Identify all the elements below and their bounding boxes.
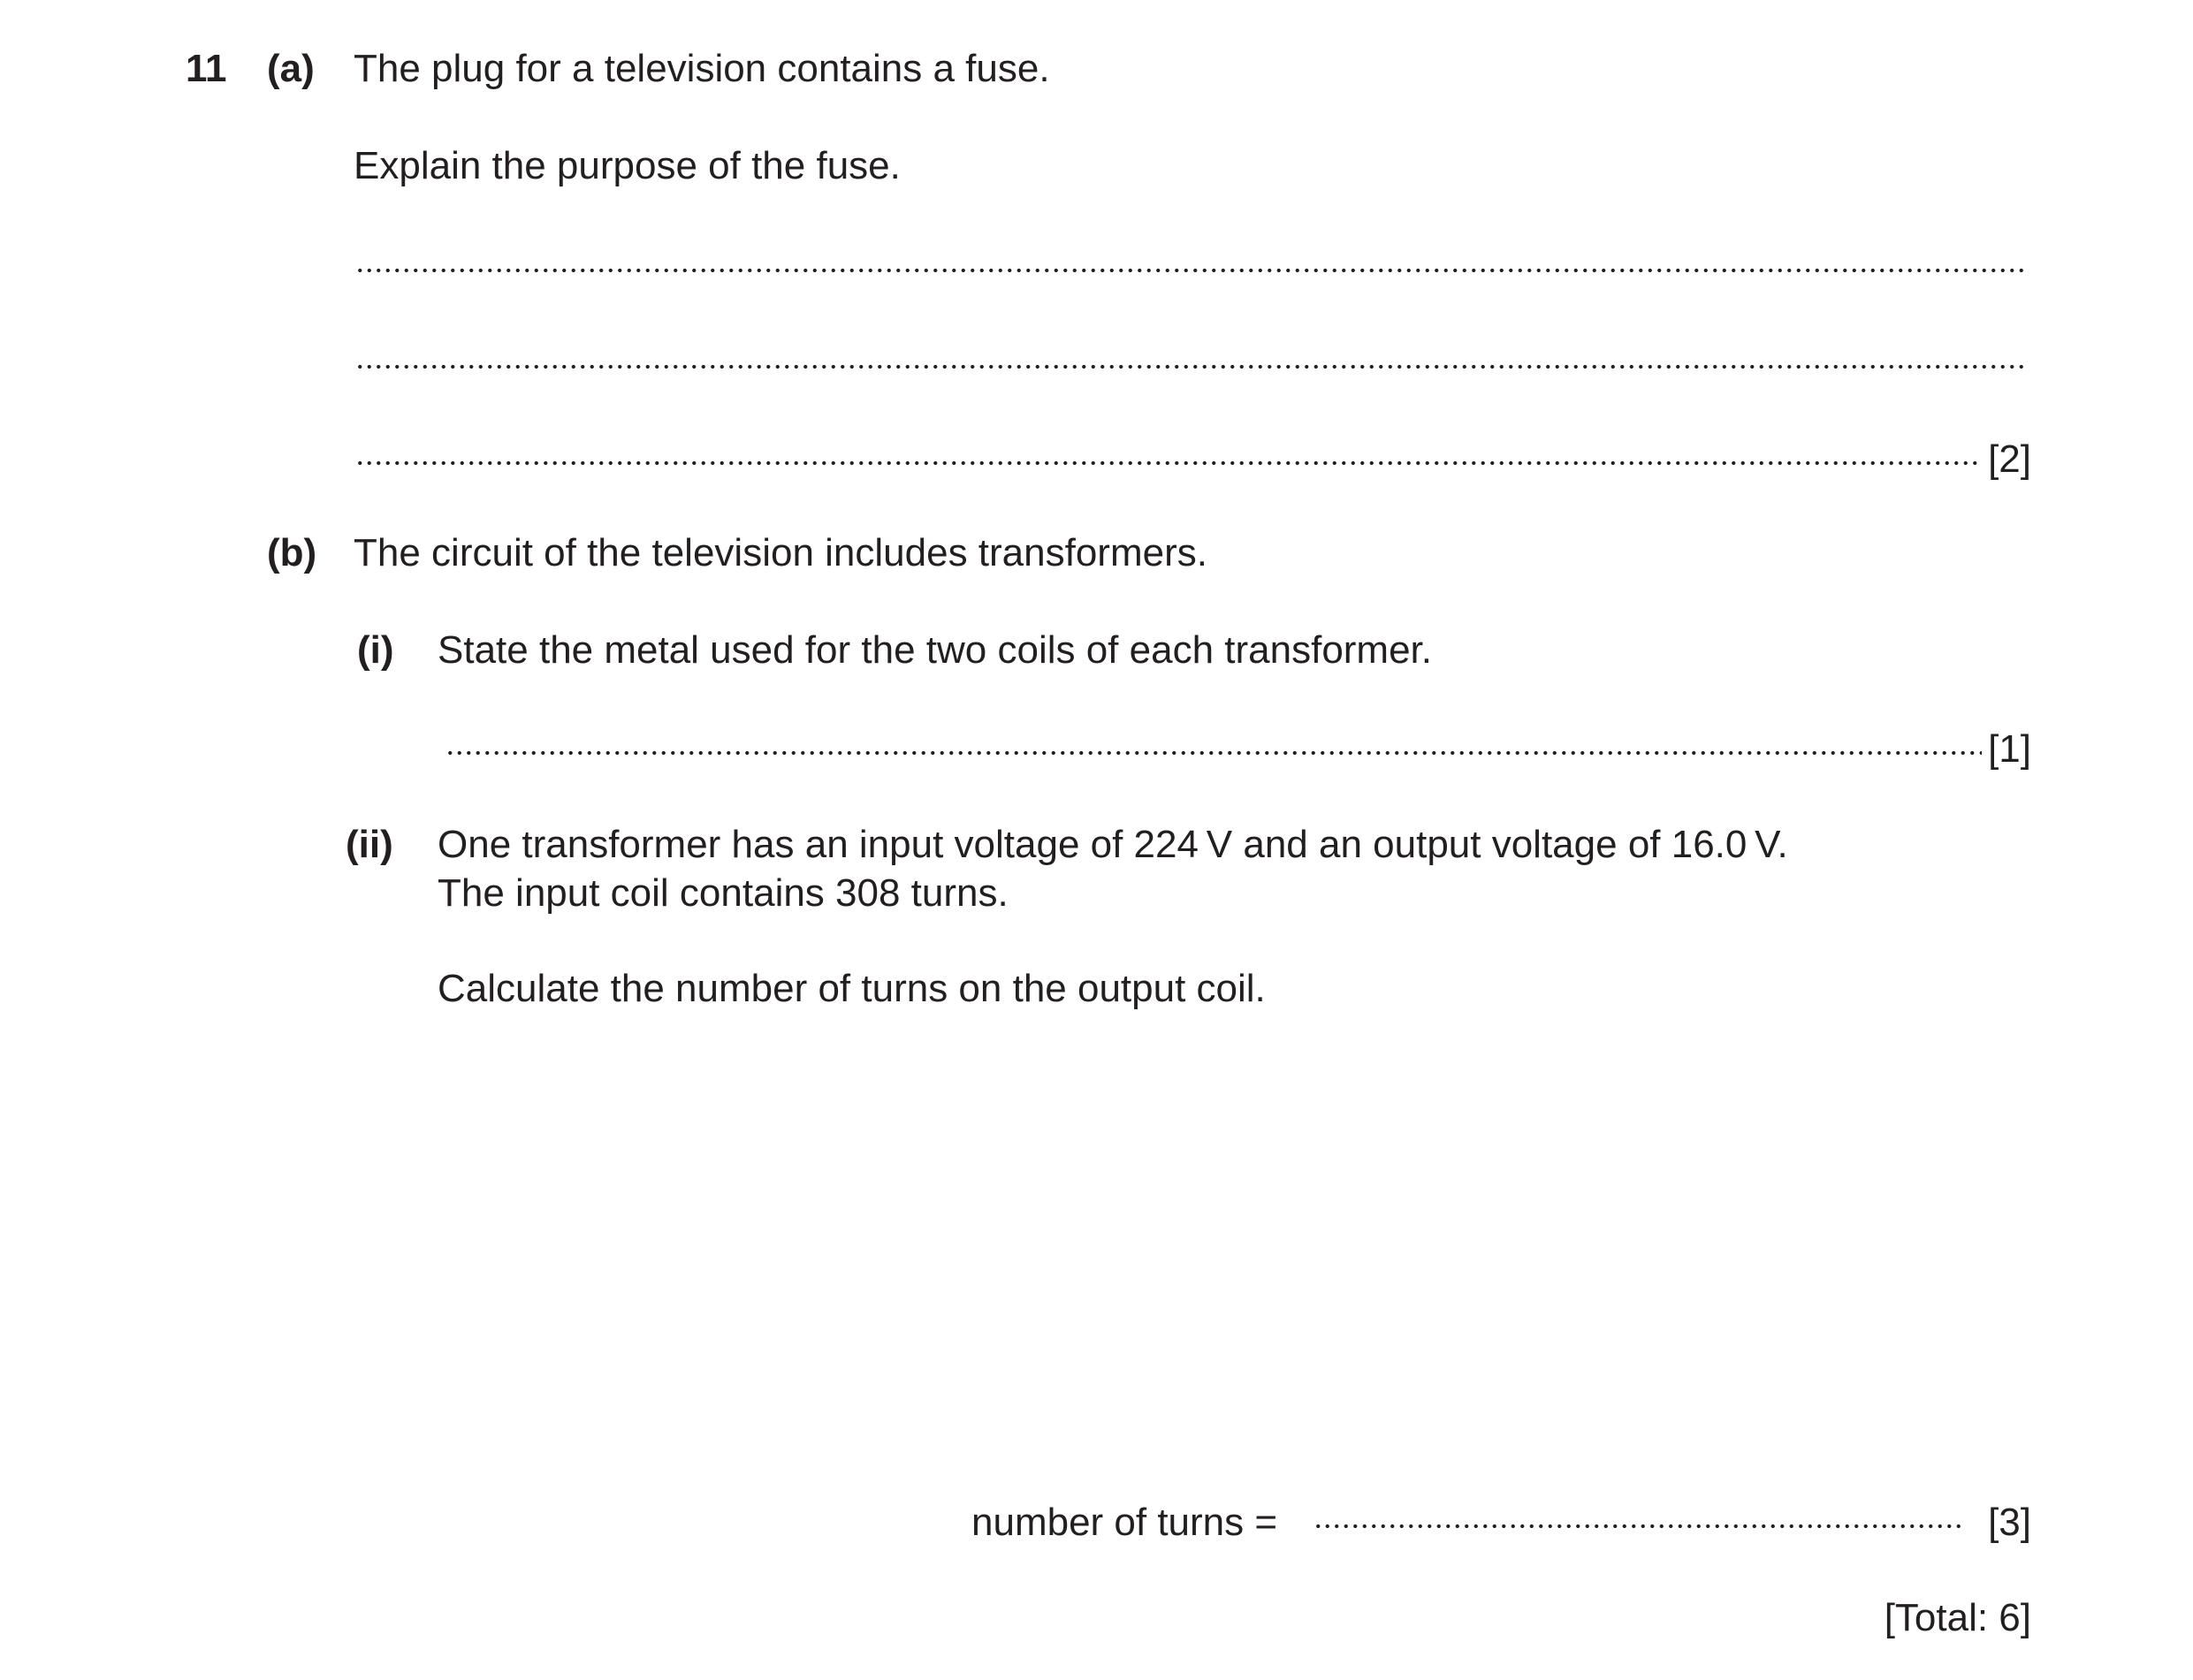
part-b-label: (b) <box>267 531 317 574</box>
part-b-ii-line1: One transformer has an input voltage of 224 V and an output voltage of 16.0 V. <box>438 823 1788 866</box>
question-total: [Total: 6] <box>1884 1596 2031 1639</box>
question-number: 11 <box>186 47 227 90</box>
part-b-ii-marks: [3] <box>1988 1501 2031 1544</box>
part-b-i-answer-line[interactable] <box>445 749 1982 756</box>
part-b-ii-line2: The input coil contains 308 turns. <box>438 871 1009 915</box>
part-a-answer-line-1[interactable] <box>355 267 2028 274</box>
part-b-ii-answer-label: number of turns = <box>971 1501 1278 1544</box>
part-b-ii-label: (ii) <box>346 823 393 866</box>
part-b-i-text: State the metal used for the two coils of each transformer. <box>438 628 1433 672</box>
part-a-marks: [2] <box>1988 437 2031 481</box>
part-a-answer-line-3[interactable] <box>355 460 1982 467</box>
part-b-stem: The circuit of the television includes transformers. <box>354 531 1207 574</box>
part-a-label: (a) <box>267 47 315 90</box>
part-b-ii-answer-line[interactable] <box>1314 1523 1961 1530</box>
part-b-i-marks: [1] <box>1988 727 2031 771</box>
part-b-ii-instruction: Calculate the number of turns on the output coil. <box>438 967 1266 1010</box>
part-a-stem: The plug for a television contains a fuse. <box>354 47 1050 90</box>
part-b-i-label: (i) <box>357 628 394 672</box>
working-area[interactable] <box>438 1034 2029 1476</box>
part-a-answer-line-2[interactable] <box>355 363 2028 370</box>
part-a-instruction: Explain the purpose of the fuse. <box>354 144 901 187</box>
